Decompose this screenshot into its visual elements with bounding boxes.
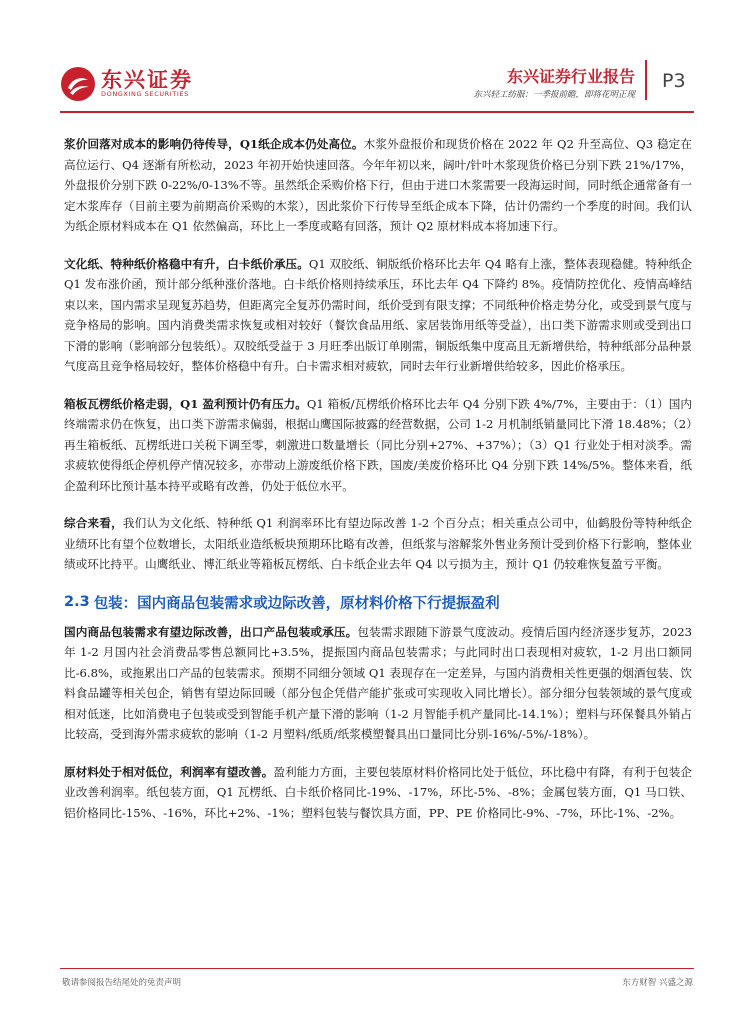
paragraph-lead: 综合来看， — [64, 516, 123, 530]
report-subtitle: 东兴轻工纺服：一季报前瞻，即将花明正现 — [473, 90, 635, 100]
paragraph-text: 木浆外盘报价和现货价格在 2022 年 Q2 升至高位、Q3 稳定在高位运行、Q4 逐渐有所松动，2023 年初开始快速回落。今年年初以来，阔叶/针叶木浆现货价格已分别下跌 21%/17%，外盘报价分别下跌 0-22%/0-13%不等。虽然纸企采购价格下行，但由于进口木浆需要一段海运时间，同时纸企通常备有一定木浆库存（目前主要为前期高价采购的木浆），因此浆价下行传导至纸企成本下降，估计仍需约一个季度的时间。我们认为纸企原材料成本在 Q1 依然偏高，环比上一季度或略有回落，预计 Q2 原材料成本将加速下行。 — [64, 137, 692, 233]
paragraph-pulp-cost — [64, 134, 692, 237]
paragraph-text: 包装需求跟随下游景气度波动。疫情后国内经济逐步复苏，2023 年 1-2 月国内社会消费品零售总额同比+3.5%，提振国内商品包装需求；与此同时出口表现相对疲软，1-2 月出口额同比-6.8%，或拖累出口产品的包装需求。预期不同细分领域 Q1 表现存在一定差异，与国内消费相关性更强的烟酒包装、饮料食品罐等相关包企，销售有望边际回暖（部分包企凭借产能扩张或可实现收入同比增长）。部分细分包装领域的景气度或相对低迷，比如消费电子包装或受到智能手机产量下滑的影响（1-2 月智能手机产量同比-14.1%）；塑料与环保餐具外销占比较高，受到海外需求疲软的影响（1-2 月塑料/纸质/纸浆模塑餐具出口量同比分别-16%/-5%/-18%）。 — [64, 624, 692, 741]
paragraph-text: Q1 箱板/瓦楞纸价格环比去年 Q4 分别下跌 4%/7%，主要由于：（1）国内终端需求仍在恢复，出口类下游需求偏弱，根据山鹰国际披露的经营数据，公司 1-2 月机制纸销量同比下滑 18.48%；（2）再生箱板纸、瓦楞纸进口关税下调至零，刺激进口数量增长（同比分别+27%、+37%）；（3）Q1 行业处于相对淡季。需求疲软使得纸企停机停产情况较多，亦带动上游废纸价格下跌，国废/美废价格环比 Q4 分别下跌 14%/5%。整体来看，纸企盈利环比预计基本持平或略有改善，仍处于低位水平。 — [64, 396, 692, 493]
report-body — [64, 134, 692, 840]
footer-slogan: 东方财智 兴盛之源 — [622, 978, 693, 988]
logo-text: 东兴证券 — [101, 68, 193, 92]
paragraph-text: 我们认为文化纸、特种纸 Q1 利润率环比有望边际改善 1-2 个百分点；相关重点公司中，仙鹤股份等特种纸企业绩环比有望个位数增长，太阳纸业造纸板块预期环比略有改善，但纸浆与溶解浆外售业务预计受到价格下行影响，整体业绩或环比持平。山鹰纸业、博汇纸业等箱板瓦楞纸、白卡纸企业去年 Q4 以亏损为主，预计 Q1 仍较难恢复盈亏平衡。 — [64, 516, 692, 571]
page-number: P3 — [662, 70, 686, 92]
paragraph-lead: 文化纸、特种纸价格稳中有升，白卡纸价承压。 — [64, 256, 309, 271]
paragraph-containerboard — [64, 394, 692, 497]
disclaimer-note: 敬请参阅报告结尾处的免责声明 — [62, 978, 182, 988]
report-title: 东兴证券行业报告 — [506, 67, 635, 86]
paragraph-summary — [64, 513, 692, 575]
section-title: 包装：国内商品包装需求或边际改善，原材料价格下行提振盈利 — [93, 595, 500, 612]
section-number: 2.3 — [64, 594, 90, 610]
paragraph-lead: 浆价回落对成本的影响仍待传导，Q1纸企成本仍处高位。 — [64, 137, 364, 151]
paragraph-packaging-demand — [64, 622, 692, 745]
header-divider — [645, 60, 647, 100]
paragraph-culture-paper — [64, 254, 692, 377]
paragraph-raw-materials — [64, 762, 692, 824]
paragraph-lead: 箱板瓦楞纸价格走弱，Q1 盈利预计仍有压力。 — [64, 396, 307, 411]
dongxing-logo-icon — [60, 66, 96, 102]
footer-rule — [60, 968, 694, 969]
logo-subtext: DONGXING SECURITIES — [101, 90, 189, 98]
header-rule — [60, 111, 694, 113]
section-heading — [64, 592, 692, 613]
paragraph-text: Q1 双胶纸、铜版纸价格环比去年 Q4 略有上涨，整体表现稳健。特种纸企 Q1 发布涨价函，预计部分纸种涨价落地。白卡纸价格则持续承压，环比去年 Q4 下降约 8%。疫情防控优化、疫情高峰结束以来，国内需求呈现复苏趋势，但距离完全复苏仍需时间，纸价受到有限支撑；不同纸种价格走势分化，或受到景气度与竞争格局的影响。国内消费类需求恢复或相对较好（餐饮食品用纸、家居装饰用纸等受益），出口类下游需求则或受到出口下滑的影响（影响部分包装纸）。双胶纸受益于 3 月旺季出版订单刚需，铜版纸集中度高且无新增供给，特种纸部分品种景气度高且竞争格局较好，整体价格稳中有升。白卡需求相对疲软，同时去年行业新增供给较多，因此价格承压。 — [64, 256, 692, 373]
paragraph-lead: 国内商品包装需求有望边际改善，出口产品包装或承压。 — [64, 624, 358, 639]
paragraph-lead: 原材料处于相对低位，利润率有望改善。 — [64, 764, 274, 779]
page-header — [0, 0, 755, 108]
paragraph-text: 盈利能力方面，主要包装原材料价格同比处于低位，环比稳中有降，有利于包装企业改善利润率。纸包装方面，Q1 瓦楞纸、白卡纸价格同比-19%、-17%，环比-5%、-8%；金属包装方面，Q1 马口铁、铝价格同比-15%、-16%，环比+2%、-1%；塑料包装与餐饮具方面，PP、PE 价格同比-9%、-7%，环比-1%、-2%。 — [64, 764, 692, 820]
